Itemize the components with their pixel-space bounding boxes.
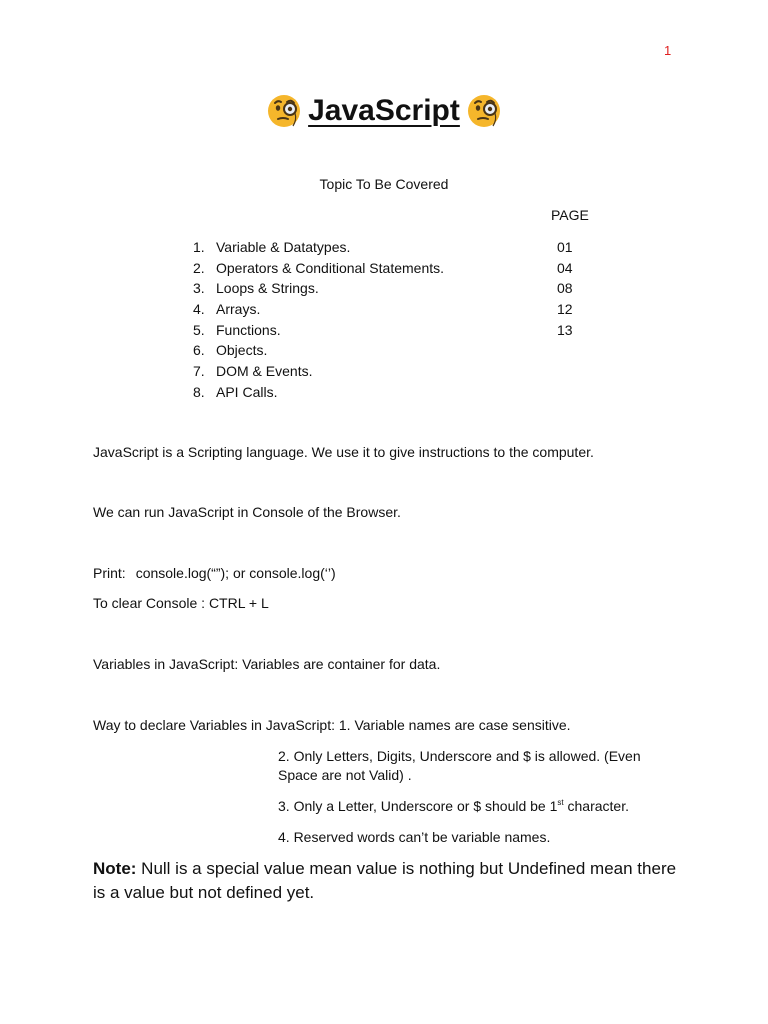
- toc-item: [190, 237, 610, 258]
- variables-paragraph: Variables in JavaScript: Variables are container for data.: [93, 656, 441, 672]
- toc-item-label: Functions.: [216, 321, 281, 338]
- toc-item-number: 1.: [193, 239, 205, 255]
- console-paragraph: We can run JavaScript in Console of the Browser.: [93, 504, 401, 520]
- toc-item-page: 13: [557, 321, 573, 338]
- toc-item-label: Arrays.: [216, 301, 261, 318]
- page-title: JavaScript: [308, 94, 460, 127]
- toc-item-label: Operators & Conditional Statements.: [216, 259, 445, 276]
- note-label: Note:: [93, 859, 137, 878]
- toc-item-number: 3.: [193, 280, 205, 297]
- toc-item-number: 5.: [193, 321, 205, 338]
- toc-item: [190, 382, 610, 403]
- toc-item-label: API Calls.: [216, 383, 278, 400]
- print-code: console.log(“”); or console.log(‘’): [135, 565, 336, 581]
- ordinal-superscript: st: [557, 798, 564, 807]
- title-row: [0, 88, 768, 134]
- toc-item-page: 01: [557, 239, 573, 255]
- rule-item: 4. Reserved words can’t be variable names.: [278, 829, 551, 845]
- toc-item: [190, 278, 610, 299]
- toc-heading: Topic To Be Covered: [319, 176, 449, 192]
- note-paragraph: [93, 857, 683, 905]
- toc-item: [190, 258, 610, 279]
- toc-item-page: 04: [557, 259, 573, 276]
- face-with-monocle-icon: [466, 93, 502, 129]
- toc-item-page: 08: [557, 280, 573, 297]
- toc-item: [190, 340, 610, 361]
- toc-item-label: Loops & Strings.: [216, 280, 319, 297]
- page-number: 1: [664, 43, 672, 58]
- face-with-monocle-icon: [266, 93, 302, 129]
- rule-text: character.: [563, 798, 629, 814]
- table-of-contents: [190, 237, 610, 403]
- toc-item-number: 2.: [193, 259, 205, 276]
- toc-item-label: Objects.: [216, 342, 268, 359]
- print-line: [93, 564, 336, 583]
- toc-page-column-header: PAGE: [551, 207, 589, 223]
- toc-item: [190, 299, 610, 320]
- print-label: Print:: [93, 565, 126, 581]
- toc-item-number: 8.: [193, 383, 205, 400]
- rule-item: [278, 797, 678, 816]
- toc-item-number: 6.: [193, 342, 205, 359]
- toc-item-label: Variable & Datatypes.: [216, 239, 351, 255]
- toc-item-page: 12: [557, 301, 573, 318]
- rule-item: 2. Only Letters, Digits, Underscore and $ is allowed. (Even Space are not Valid) .: [278, 748, 641, 783]
- toc-item-number: 7.: [193, 363, 205, 380]
- toc-item: [190, 361, 610, 382]
- note-text: Null is a special value mean value is nothing but Undefined mean there is a value but not defined yet.: [93, 859, 677, 902]
- toc-item: [190, 320, 610, 341]
- toc-item-number: 4.: [193, 301, 205, 318]
- intro-paragraph: JavaScript is a Scripting language. We use it to give instructions to the computer.: [93, 444, 594, 460]
- clear-console-line: To clear Console : CTRL + L: [93, 595, 269, 611]
- declare-variables-intro: Way to declare Variables in JavaScript: 1. Variable names are case sensitive.: [93, 717, 571, 733]
- rule-text: 3. Only a Letter, Underscore or $ should be 1: [278, 798, 558, 814]
- toc-item-label: DOM & Events.: [216, 363, 313, 380]
